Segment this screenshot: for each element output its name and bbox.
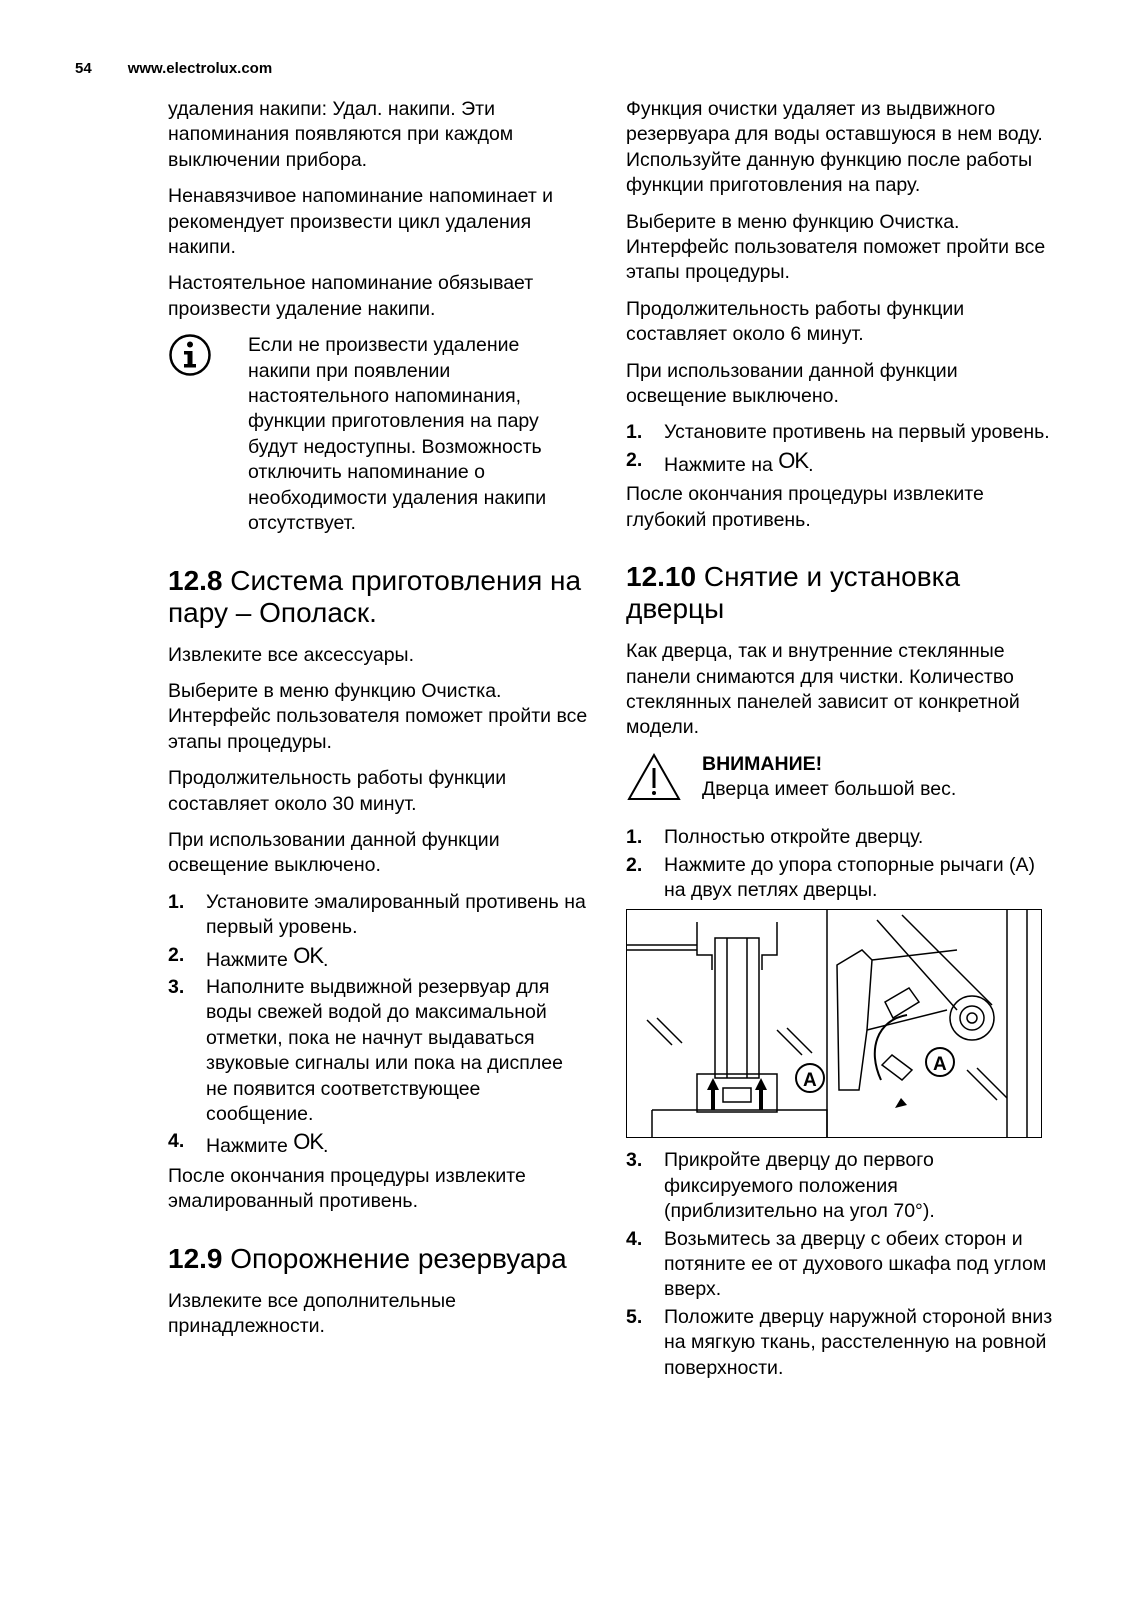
section-number: 12.9: [168, 1242, 223, 1274]
warning-triangle-icon: [626, 752, 702, 809]
warning-note: [626, 752, 1056, 809]
right-column: [626, 97, 1056, 1385]
info-note-text: Если не произвести удаление накипи при появлении настоятельного напоминания, функции приготовления на пару будут недоступны. Возможность отключить напоминание о необходимости удаления накипи отсутствует.: [248, 334, 547, 535]
list-item: 1. Установите эмалированный противень на первый уровень.: [168, 890, 586, 939]
steps-list: [626, 825, 1056, 903]
warning-title: ВНИМАНИЕ!: [702, 752, 823, 775]
section-title: Снятие и установка дверцы: [626, 561, 961, 625]
paragraph: Продолжительность работы функции составляет около 6 минут.: [626, 297, 965, 346]
paragraph: Извлеките все аксессуары.: [168, 643, 414, 666]
list-item: 4. Возьмитесь за дверцу с обеих сторон и потяните ее от духового шкафа под углом вверх.: [626, 1227, 1047, 1301]
section-number: 12.8: [168, 564, 223, 596]
section-heading-12-9: [168, 1243, 588, 1275]
paragraph: При использовании данной функции освещение выключено.: [168, 828, 500, 877]
list-item: 3. Прикройте дверцу до первого фиксируемого положения (приблизительно на угол 70°).: [626, 1149, 935, 1223]
ok-key-symbol: OK: [293, 1129, 324, 1155]
section-heading-12-8: [168, 565, 588, 629]
steps-list: [626, 420, 1056, 478]
paragraph: Извлеките все дополнительные принадлежности.: [168, 1289, 456, 1338]
figure-label-a: A: [803, 1070, 817, 1092]
paragraph: После окончания процедуры извлеките эмалированный противень.: [168, 1164, 526, 1213]
info-icon: [168, 333, 248, 536]
steps-list: [626, 1148, 1056, 1381]
ok-key-symbol: OK: [778, 447, 809, 473]
figure-label-a: A: [933, 1054, 947, 1076]
paragraph: После окончания процедуры извлеките глубокий противень.: [626, 483, 984, 531]
list-item: 2. Нажмите на OK.: [626, 447, 814, 476]
left-column: [168, 97, 588, 1350]
paragraph: Выберите в меню функцию Очистка. Интерфейс пользователя поможет пройти все этапы процедуры.: [626, 210, 1046, 284]
section-heading-12-10: [626, 561, 1056, 625]
warning-text: Дверца имеет большой вес.: [702, 778, 957, 801]
info-note: [168, 333, 588, 536]
list-item: 1. Полностью откройте дверцу.: [626, 826, 924, 849]
list-item: 1. Установите противень на первый уровень.: [626, 421, 1050, 444]
list-item: 2. Нажмите до упора стопорные рычаги (A) на двух петлях дверцы.: [626, 853, 1036, 901]
page-number: 54: [75, 60, 92, 77]
door-hinge-illustration: [626, 909, 1042, 1138]
paragraph: Продолжительность работы функции составляет около 30 минут.: [168, 767, 507, 815]
section-title: Система приготовления на пару – Ополаск.: [168, 564, 582, 628]
paragraph: Выберите в меню функцию Очистка. Интерфейс пользователя поможет пройти все этапы процедуры.: [168, 679, 588, 753]
paragraph: Ненавязчивое напоминание напоминает и рекомендует произвести цикл удаления накипи.: [168, 185, 554, 259]
site-url: www.electrolux.com: [127, 60, 273, 77]
paragraph: удаления накипи: Удал. накипи. Эти напоминания появляются при каждом выключении прибора.: [168, 98, 514, 171]
paragraph: Как дверца, так и внутренние стеклянные панели снимаются для чистки. Количество стеклянных панелей зависит от конкретной модели.: [626, 640, 1020, 739]
section-number: 12.10: [626, 561, 697, 593]
list-item: 4. Нажмите OK.: [168, 1129, 329, 1158]
list-item: 5. Положите дверцу наружной стороной вниз на мягкую ткань, расстеленную на ровной поверхности.: [626, 1305, 1053, 1379]
list-item: 2. Нажмите OK.: [168, 942, 329, 971]
list-item: 3. Наполните выдвижной резервуар для воды свежей водой до максимальной отметки, пока не начнут выдаваться звуковые сигналы или пока на дисплее не появится соответствующее сообщение.: [168, 975, 563, 1125]
steps-list: [168, 890, 588, 1160]
section-title: Опорожнение резервуара: [230, 1242, 567, 1274]
paragraph: Настоятельное напоминание обязывает произвести удаление накипи.: [168, 272, 534, 320]
paragraph: При использовании данной функции освещение выключено.: [626, 359, 958, 408]
paragraph: Функция очистки удаляет из выдвижного резервуара для воды оставшуюся в нем воду. Используйте данную функцию после работы функции приготовления на пару.: [626, 98, 1043, 197]
page-header: [75, 60, 272, 77]
ok-key-symbol: OK: [293, 942, 324, 968]
